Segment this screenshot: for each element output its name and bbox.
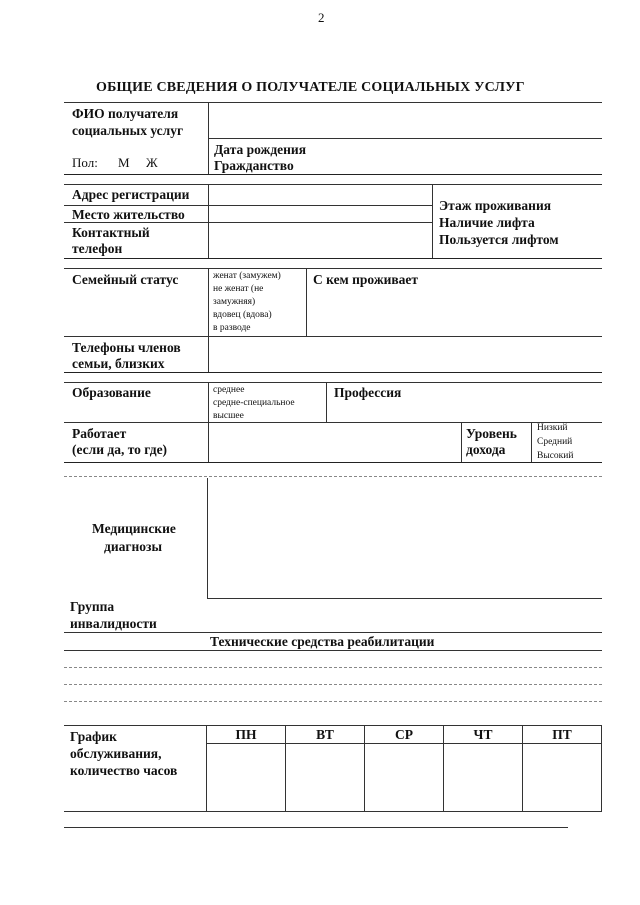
income-label-2: дохода bbox=[466, 442, 506, 457]
rehab-input[interactable] bbox=[64, 652, 602, 702]
income-option[interactable]: Низкий bbox=[537, 423, 568, 433]
schedule-cell-mon[interactable] bbox=[208, 745, 284, 809]
residence-label: Место жительство bbox=[72, 207, 185, 222]
line bbox=[208, 138, 602, 139]
schedule-cell-wed[interactable] bbox=[366, 745, 442, 809]
diagnoses-label: Медицинские bbox=[92, 521, 176, 536]
line bbox=[306, 268, 307, 336]
income-option[interactable]: Высокий bbox=[537, 451, 574, 461]
family-option[interactable]: замужняя) bbox=[213, 297, 256, 307]
education-option[interactable]: высшее bbox=[213, 411, 244, 421]
line bbox=[208, 336, 209, 372]
line bbox=[64, 372, 602, 373]
lives-with-label: С кем проживает bbox=[313, 272, 419, 287]
day-header-fri: ПТ bbox=[552, 727, 572, 742]
diagnoses-input[interactable] bbox=[210, 480, 600, 596]
line bbox=[64, 258, 602, 259]
diagnoses-label-2: диагнозы bbox=[104, 539, 162, 554]
income-option[interactable]: Средний bbox=[537, 437, 573, 447]
family-option[interactable]: женат (замужем) bbox=[213, 271, 281, 281]
line bbox=[64, 650, 602, 651]
day-header-tue: ВТ bbox=[316, 727, 334, 742]
line bbox=[64, 382, 602, 383]
schedule-cell-fri[interactable] bbox=[524, 745, 600, 809]
line bbox=[64, 462, 602, 463]
profession-label: Профессия bbox=[334, 385, 402, 400]
day-header-thu: ЧТ bbox=[473, 727, 493, 742]
work-input[interactable] bbox=[210, 424, 459, 460]
page-number: 2 bbox=[318, 10, 325, 25]
schedule-label: График bbox=[70, 729, 117, 744]
schedule-cell-tue[interactable] bbox=[287, 745, 363, 809]
education-option[interactable]: среднее bbox=[213, 385, 245, 395]
line bbox=[207, 478, 208, 598]
phone-label: Контактный bbox=[72, 225, 150, 240]
schedule-label-3: количество часов bbox=[70, 763, 178, 778]
family-phones-label-2: семьи, близких bbox=[72, 356, 165, 371]
line bbox=[432, 184, 433, 258]
floor-label: Этаж проживания bbox=[439, 198, 552, 213]
phone-input[interactable] bbox=[210, 224, 430, 256]
line bbox=[64, 174, 602, 175]
line bbox=[207, 598, 602, 599]
income-label: Уровень bbox=[466, 426, 517, 441]
fio-label: ФИО получателя bbox=[72, 106, 179, 121]
education-label: Образование bbox=[72, 385, 151, 400]
rehab-label: Технические средства реабилитации bbox=[210, 634, 435, 649]
sex-option-f[interactable]: Ж bbox=[146, 155, 158, 170]
line bbox=[531, 422, 532, 462]
work-label: Работает bbox=[72, 426, 127, 441]
line bbox=[64, 422, 602, 423]
family-option[interactable]: не женат (не bbox=[213, 284, 264, 294]
phone-label-2: телефон bbox=[72, 241, 123, 256]
disability-input[interactable] bbox=[210, 600, 600, 630]
family-option[interactable]: вдовец (вдова) bbox=[213, 310, 272, 320]
education-option[interactable]: средне-специальное bbox=[213, 398, 295, 408]
line bbox=[64, 811, 602, 812]
line bbox=[326, 382, 327, 422]
line bbox=[208, 184, 209, 258]
uses-lift-label: Пользуется лифтом bbox=[439, 232, 559, 247]
schedule-cell-thu[interactable] bbox=[445, 745, 521, 809]
family-status-label: Семейный статус bbox=[72, 272, 179, 287]
registration-address-label: Адрес регистрации bbox=[72, 187, 190, 202]
sex-option-m[interactable]: М bbox=[118, 155, 130, 170]
family-phones-input[interactable] bbox=[210, 338, 600, 370]
day-header-mon: ПН bbox=[235, 727, 257, 742]
disability-label-2: инвалидности bbox=[70, 616, 157, 631]
line bbox=[208, 382, 209, 422]
family-option[interactable]: в разводе bbox=[213, 323, 251, 333]
disability-label: Группа bbox=[70, 599, 115, 614]
line bbox=[64, 827, 568, 828]
line bbox=[64, 102, 602, 103]
birth-date-label: Дата рождения bbox=[214, 142, 307, 157]
line bbox=[208, 268, 209, 336]
registration-address-input[interactable] bbox=[210, 186, 430, 204]
citizenship-label: Гражданство bbox=[214, 158, 294, 173]
lift-label: Наличие лифта bbox=[439, 215, 535, 230]
line bbox=[208, 422, 209, 462]
line bbox=[601, 725, 602, 811]
form-title: ОБЩИЕ СВЕДЕНИЯ О ПОЛУЧАТЕЛЕ СОЦИАЛЬНЫХ УСЛУГ bbox=[96, 80, 525, 95]
sex-label: Пол: bbox=[72, 155, 98, 170]
line bbox=[461, 422, 462, 462]
line bbox=[64, 336, 602, 337]
family-phones-label: Телефоны членов bbox=[72, 340, 181, 355]
line bbox=[64, 184, 602, 185]
schedule-label-2: обслуживания, bbox=[70, 746, 162, 761]
work-label-2: (если да, то где) bbox=[72, 442, 168, 457]
line bbox=[64, 476, 602, 477]
fio-label-2: социальных услуг bbox=[72, 123, 184, 138]
residence-input[interactable] bbox=[210, 207, 430, 221]
line bbox=[206, 743, 602, 744]
line bbox=[64, 268, 602, 269]
fio-input[interactable] bbox=[210, 104, 600, 136]
day-header-wed: СР bbox=[395, 727, 413, 742]
